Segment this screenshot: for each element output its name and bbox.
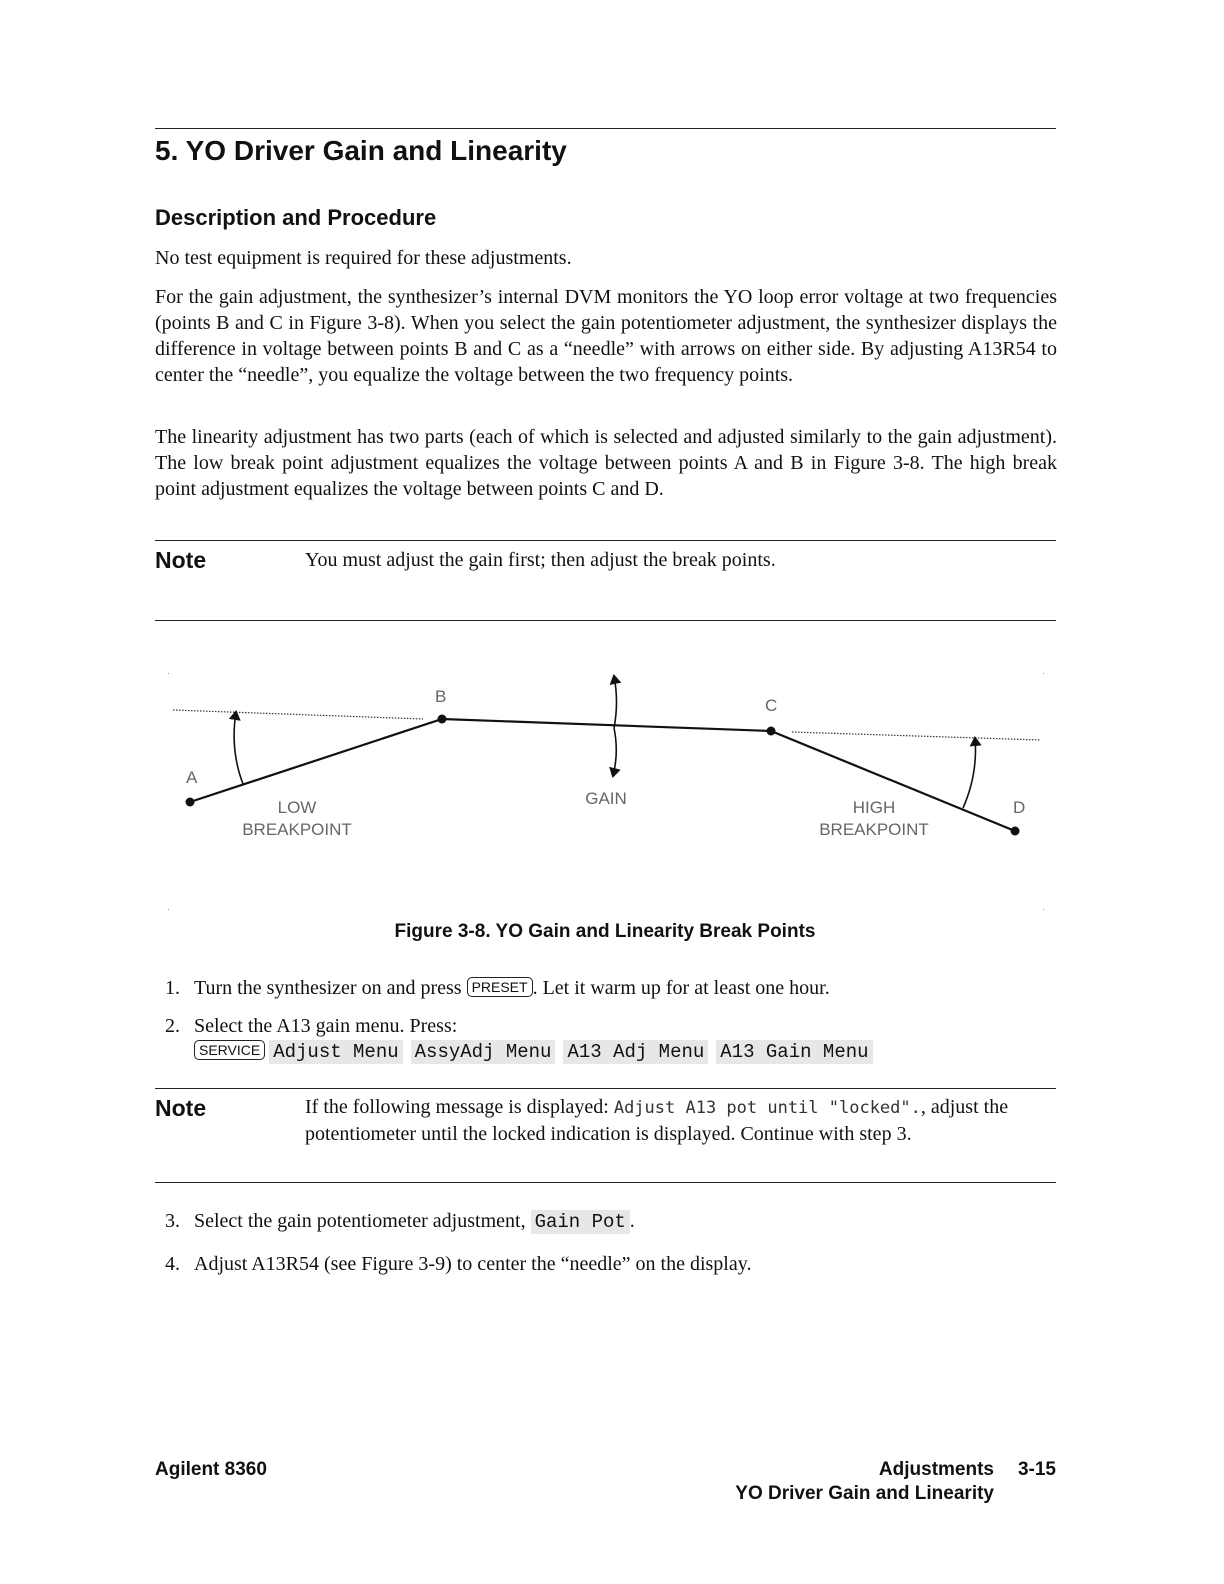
section-title: 5. YO Driver Gain and Linearity <box>155 135 567 166</box>
note1-text: You must adjust the gain first; then adjust the break points. <box>305 549 776 571</box>
corner-tick <box>1043 673 1044 674</box>
point-d-label: D <box>1013 798 1026 817</box>
high-breakpoint-label-2: BREAKPOINT <box>819 820 929 839</box>
high-breakpoint-arrow <box>963 738 976 808</box>
corner-tick <box>168 909 169 910</box>
softkey-adjust-menu[interactable]: Adjust Menu <box>269 1040 402 1064</box>
step-3-text <box>194 1208 1054 1235</box>
corner-tick <box>168 673 169 674</box>
low-breakpoint-label-1: LOW <box>277 798 317 817</box>
step-2-text: Select the A13 gain menu. Press: <box>194 1015 458 1037</box>
softkey-gain-pot[interactable]: Gain Pot <box>531 1210 630 1234</box>
figure-caption: Figure 3-8. YO Gain and Linearity Break Points <box>394 921 816 942</box>
point-c-label: C <box>765 696 778 715</box>
step-4-number: 4. <box>165 1253 180 1275</box>
note1-bottom-rule <box>155 620 1056 621</box>
note2-label: Note <box>155 1095 207 1121</box>
note2-post: , adjust the potentiometer until the locked indication is displayed. Continue with step 3. <box>305 1096 1009 1145</box>
point-a-label: A <box>186 768 198 787</box>
softkey-a13-adj-menu[interactable]: A13 Adj Menu <box>563 1040 708 1064</box>
service-key[interactable]: SERVICE <box>194 1040 265 1060</box>
step-4-text: Adjust A13R54 (see Figure 3-9) to center the “needle” on the display. <box>194 1253 752 1275</box>
footer-page-number: 3-15 <box>1017 1459 1056 1480</box>
gain-arrow-up <box>614 676 617 728</box>
step-2-number: 2. <box>165 1015 180 1037</box>
point-a-marker <box>186 798 195 807</box>
section-subtitle: Description and Procedure <box>155 205 437 230</box>
low-breakpoint-arrow <box>234 712 243 784</box>
paragraph-3: The linearity adjustment has two parts (each of which is selected and adjusted similarly to the gain adjustment). The low break point adjustment equalizes the voltage between points A and B in Figure 3-8. The high break point adjustment equalizes the voltage between points C and D. <box>155 426 1057 500</box>
point-d-marker <box>1011 827 1020 836</box>
note2-display-message: Adjust A13 pot until "locked". <box>613 1098 921 1118</box>
corner-tick <box>1043 909 1044 910</box>
gain-arrow-down <box>613 728 616 776</box>
note2-text <box>305 1094 1055 1147</box>
note2-pre: If the following message is displayed: <box>305 1096 609 1118</box>
note2-bottom-rule <box>155 1182 1056 1183</box>
note2-top-rule <box>155 1088 1056 1089</box>
step-3-post: . <box>629 1210 635 1232</box>
paragraph-2: For the gain adjustment, the synthesizer’s internal DVM monitors the YO loop error voltage at two frequencies (points B and C in Figure 3-8). When you select the gain potentiometer adjustment, the synthesizer displays the difference in voltage between points B and C as a “needle” with arrows on either side. By adjusting A13R54 to center the “needle”, you equalize the voltage between the two frequency points. <box>155 286 1057 386</box>
low-breakpoint-label-2: BREAKPOINT <box>242 820 352 839</box>
step-1-post: . Let it warm up for at least one hour. <box>532 977 830 999</box>
footer-section: YO Driver Gain and Linearity <box>735 1483 994 1504</box>
paragraph-1: No test equipment is required for these adjustments. <box>155 247 572 269</box>
step-1-text <box>194 975 1054 1001</box>
step-3-number: 3. <box>165 1210 180 1232</box>
high-reference-line <box>792 732 1040 740</box>
softkey-assyadj-menu[interactable]: AssyAdj Menu <box>411 1040 556 1064</box>
high-breakpoint-label-1: HIGH <box>852 798 896 817</box>
point-c-marker <box>767 727 776 736</box>
breakpoint-figure <box>155 660 1056 920</box>
step-1-number: 1. <box>165 977 180 999</box>
step-1-pre: Turn the synthesizer on and press <box>194 977 462 999</box>
top-rule <box>155 128 1056 129</box>
gain-label: GAIN <box>585 789 627 808</box>
preset-key[interactable]: PRESET <box>467 977 533 997</box>
footer-chapter: Adjustments <box>878 1459 994 1480</box>
step-2-keys <box>194 1039 877 1066</box>
softkey-a13-gain-menu[interactable]: A13 Gain Menu <box>716 1040 872 1064</box>
low-reference-line <box>173 710 423 719</box>
footer-product: Agilent 8360 <box>155 1459 267 1480</box>
note1-top-rule <box>155 540 1056 541</box>
point-b-marker <box>438 715 447 724</box>
step-3-pre: Select the gain potentiometer adjustment, <box>194 1210 526 1232</box>
point-b-label: B <box>435 687 447 706</box>
note1-label: Note <box>155 547 207 573</box>
